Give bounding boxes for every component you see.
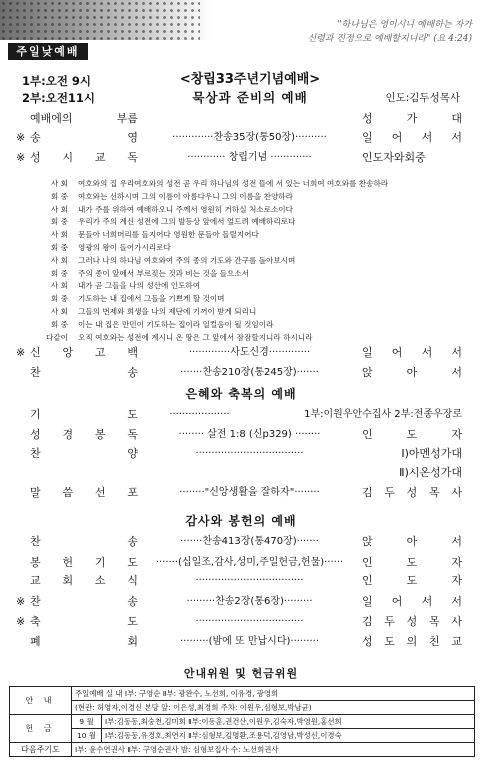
reading-line (36, 216, 476, 229)
reading-line (36, 332, 476, 345)
reading-line (36, 204, 476, 217)
guide-head: 안 내 (10, 687, 72, 715)
reading-text: 내가 주를 위하여 예배하오니 주께서 영원히 거하실 처소로소이다 (78, 204, 293, 214)
order-label: 봉 헌 기 도 (30, 556, 138, 569)
reading-line (36, 319, 476, 332)
order-detail: ········"신앙생활을 잘하자"········ (179, 487, 320, 498)
table-row (10, 687, 475, 701)
order-item (16, 534, 468, 550)
offering-date: 9 월 (72, 715, 102, 729)
next-prayer-names: Ⅰ부: 윤수연권사 Ⅱ부: 구영순권사 밤: 심형보집사 수: 노선희권사 (72, 743, 475, 757)
reading-speaker: 사 회 (50, 204, 68, 214)
reading-text: 여호와의 집 우리여호와의 성전 곧 우리 하나님의 성전 뜰에 서 있는 너희여 여호와를 찬송하라 (78, 179, 389, 188)
order-detail: ·········(밤에 또 만납시다)········· (180, 636, 319, 647)
reading-speaker: 사 회 (50, 255, 68, 265)
reading-text: 주의 종이 앞에서 부르짖는 것과 비는 것을 들으소서 (78, 268, 249, 278)
offering-head: 헌 금 (10, 715, 72, 743)
order-label: 예배에의 부름 (30, 112, 138, 125)
order-detail: ·······찬송210장(통245장)······· (180, 367, 319, 378)
reading-speaker: 사 회 (50, 179, 68, 188)
officiant: 인도:김두성목사 (385, 92, 460, 104)
order-item (16, 130, 468, 146)
order-detail: ·································· (195, 616, 304, 627)
order-label: 교 회 소 식 (30, 574, 138, 587)
reading-line (36, 306, 476, 319)
reading-text: 우리가 주의 계신 성전에 그의 발등상 앞에서 엎드려 예배하리로다 (78, 217, 296, 227)
reading-text: 내가 곧 그들을 나의 성산에 인도하여 (78, 281, 201, 291)
reading-line (36, 268, 476, 281)
order-detail: ·································· (195, 448, 304, 459)
ushers-title: 안내위원 및 헌금위원 (183, 667, 299, 680)
order-item (16, 465, 468, 481)
order-item (16, 427, 468, 443)
guide-row-2: (현관: 허영자,이경신 본당 앞: 이은성,최경희 주차: 이원우,심형보,박남균) (72, 701, 475, 715)
order-label: 성 시 교 독 (30, 151, 138, 164)
order-leader: 앉 아 서 (362, 535, 462, 548)
order-detail: ·······찬송413장(통470장)······· (180, 536, 319, 547)
order-leader: Ⅱ)시온성가대 (399, 466, 462, 479)
reading-text: 그들의 번제와 희생을 나의 제단에 기꺼이 받게 되리니 (78, 306, 257, 316)
reading-speaker: 회 중 (50, 294, 68, 304)
reading-text: 기도하는 내 집에서 그들을 기쁘게 할 것이며 (78, 294, 225, 304)
order-label: 찬 양 (30, 447, 138, 460)
reading-speaker: 회 중 (50, 242, 68, 252)
offering-names: Ⅰ부:김동동,최숭천,김미희 Ⅱ부:이동훈,권건산,이원우,김숙자,박영원,홍선희 (102, 715, 475, 729)
order-leader: 김 두 성 목 사 (362, 615, 462, 628)
service-badge: 주일낮예배 (8, 43, 88, 60)
reading-text: 문들아 너희머리를 들지어다 영원한 문들아 들릴지어다 (78, 230, 259, 240)
order-item (16, 614, 468, 630)
order-label: 찬 송 (30, 595, 138, 608)
reading-line (36, 229, 476, 242)
reading-line (36, 242, 476, 255)
reading-text: 오직 여호와는 성전에 계시니 온 땅은 그 앞에서 잠잠할지니라 하시니라 (78, 332, 313, 342)
reading-text: 여호와는 선하시며 그의 이름이 아름다우니 그의 이름을 찬양하라 (78, 191, 293, 201)
reading-speaker: 회 중 (50, 217, 68, 227)
reading-speaker: 회 중 (50, 268, 68, 278)
order-label: 축 도 (30, 615, 138, 628)
order-item (16, 594, 468, 610)
service-title: <창립33주년기념예배> (179, 72, 321, 87)
verse-line-2: 신령과 진정으로 예배할지니라" (요 4:24) (307, 34, 472, 44)
order-leader: 인 도 자 (362, 574, 462, 587)
reading-line (36, 293, 476, 306)
order-label: 송 영 (30, 131, 138, 144)
order-detail: ············ 창립기념 ············· (187, 152, 312, 163)
reading-speaker: 사 회 (50, 230, 68, 240)
order-leader: 인 도 자 (362, 556, 462, 569)
order-label: 성 경 봉 독 (30, 428, 138, 441)
order-detail: ·········찬송2장(통6장)········· (186, 596, 313, 607)
standing-mark: ※ (16, 615, 26, 628)
order-leader: 앉 아 서 (362, 366, 462, 379)
order-detail: ········ 살전 1:8 (신p329) ········ (178, 429, 321, 440)
offering-date: 10 월 (72, 729, 102, 743)
order-detail: ··················· (169, 409, 230, 420)
order-leader: 김 두 성 목 사 (362, 486, 462, 499)
order-label: 폐 회 (30, 635, 138, 648)
standing-mark: ※ (16, 151, 26, 164)
reading-text: 영광의 왕이 들어가시리로다 (78, 242, 171, 252)
order-detail: ·································· (195, 575, 304, 586)
service-times (22, 73, 95, 107)
reading-speaker: 회 중 (50, 191, 68, 201)
reading-speaker: 사 회 (50, 306, 68, 316)
table-row (10, 715, 475, 729)
verse-line-1: "하나님은 영이시니 예배하는 자가 (337, 20, 472, 30)
order-detail: ·······(십일조,감사,성미,주일헌금,헌물)······ (155, 557, 344, 568)
order-leader: 일 어 서 서 (362, 131, 462, 144)
reading-text: 이는 내 집은 만민이 기도하는 집이라 일컬음이 될 것임이라 (78, 319, 274, 329)
reading-speaker: 다같이 (45, 332, 68, 342)
order-label: 말 씀 선 포 (30, 486, 138, 499)
order-detail: ·············찬송35장(통50장)·········· (172, 132, 327, 143)
reading-line (36, 255, 476, 268)
order-leader: 성 가 대 (362, 112, 462, 125)
church-photo (0, 0, 212, 40)
table-row (10, 729, 475, 743)
section-title-2: 은혜와 축복의 예배 (185, 387, 297, 401)
reading-line (36, 280, 476, 293)
next-prayer-head: 다음주기도 (10, 743, 72, 757)
guide-row-1: 주일예배 실 내 Ⅰ부: 구영순 Ⅱ부: 광완수, 노선희, 이유경, 광영희 (72, 687, 475, 701)
table-row (10, 701, 475, 715)
reading-speaker: 사 회 (50, 281, 68, 291)
ushers-table (9, 686, 475, 757)
offering-names: Ⅰ부:김동동,유경호,최연지 Ⅱ부:심형보,김명환,조용덕,김영남,박성신,이경숙 (102, 729, 475, 743)
order-label: 기 도 (30, 408, 138, 421)
order-item (16, 407, 468, 423)
order-item (16, 573, 468, 589)
header (0, 0, 482, 62)
order-item (16, 446, 468, 462)
standing-mark: ※ (16, 346, 26, 359)
section-title-3: 감사와 봉헌의 예배 (185, 514, 297, 528)
reading-speaker: 회 중 (50, 319, 68, 329)
order-leader: 성 도 의 친 교 (362, 635, 462, 648)
time-first: 1부:오전 9시 (22, 74, 92, 88)
order-leader: 인 도 자 (362, 428, 462, 441)
order-label: 찬 송 (30, 366, 138, 379)
reading-line (36, 178, 476, 191)
order-item (16, 365, 468, 381)
section-title-1: 묵상과 준비의 예배 (192, 90, 308, 105)
header-verse (232, 18, 472, 46)
order-item (16, 485, 468, 501)
order-leader: Ⅰ)아멘성가대 (401, 447, 462, 460)
standing-mark: ※ (16, 131, 26, 144)
standing-mark: ※ (16, 595, 26, 608)
order-label: 신 앙 고 백 (30, 346, 138, 359)
responsive-reading (36, 178, 476, 344)
time-second: 2부:오전11시 (22, 91, 96, 105)
order-leader: 일 어 서 서 (362, 346, 462, 359)
order-detail: ·············사도신경············· (188, 347, 311, 358)
order-leader: 1부:이원우안수집사 2부:전종우장로 (304, 409, 462, 420)
order-leader: 일 어 서 서 (362, 595, 462, 608)
order-label: 찬 송 (30, 535, 138, 548)
order-item (16, 345, 468, 361)
order-item (16, 150, 468, 166)
order-item (16, 555, 468, 571)
order-leader: 인도자와회중 (362, 151, 426, 164)
order-item (16, 634, 468, 650)
order-item (16, 111, 468, 127)
table-row (10, 743, 475, 757)
reading-line (36, 191, 476, 204)
reading-text: 그러나 나의 하나님 여호와여 주의 종의 기도와 간구를 돌아보시며 (78, 255, 296, 265)
